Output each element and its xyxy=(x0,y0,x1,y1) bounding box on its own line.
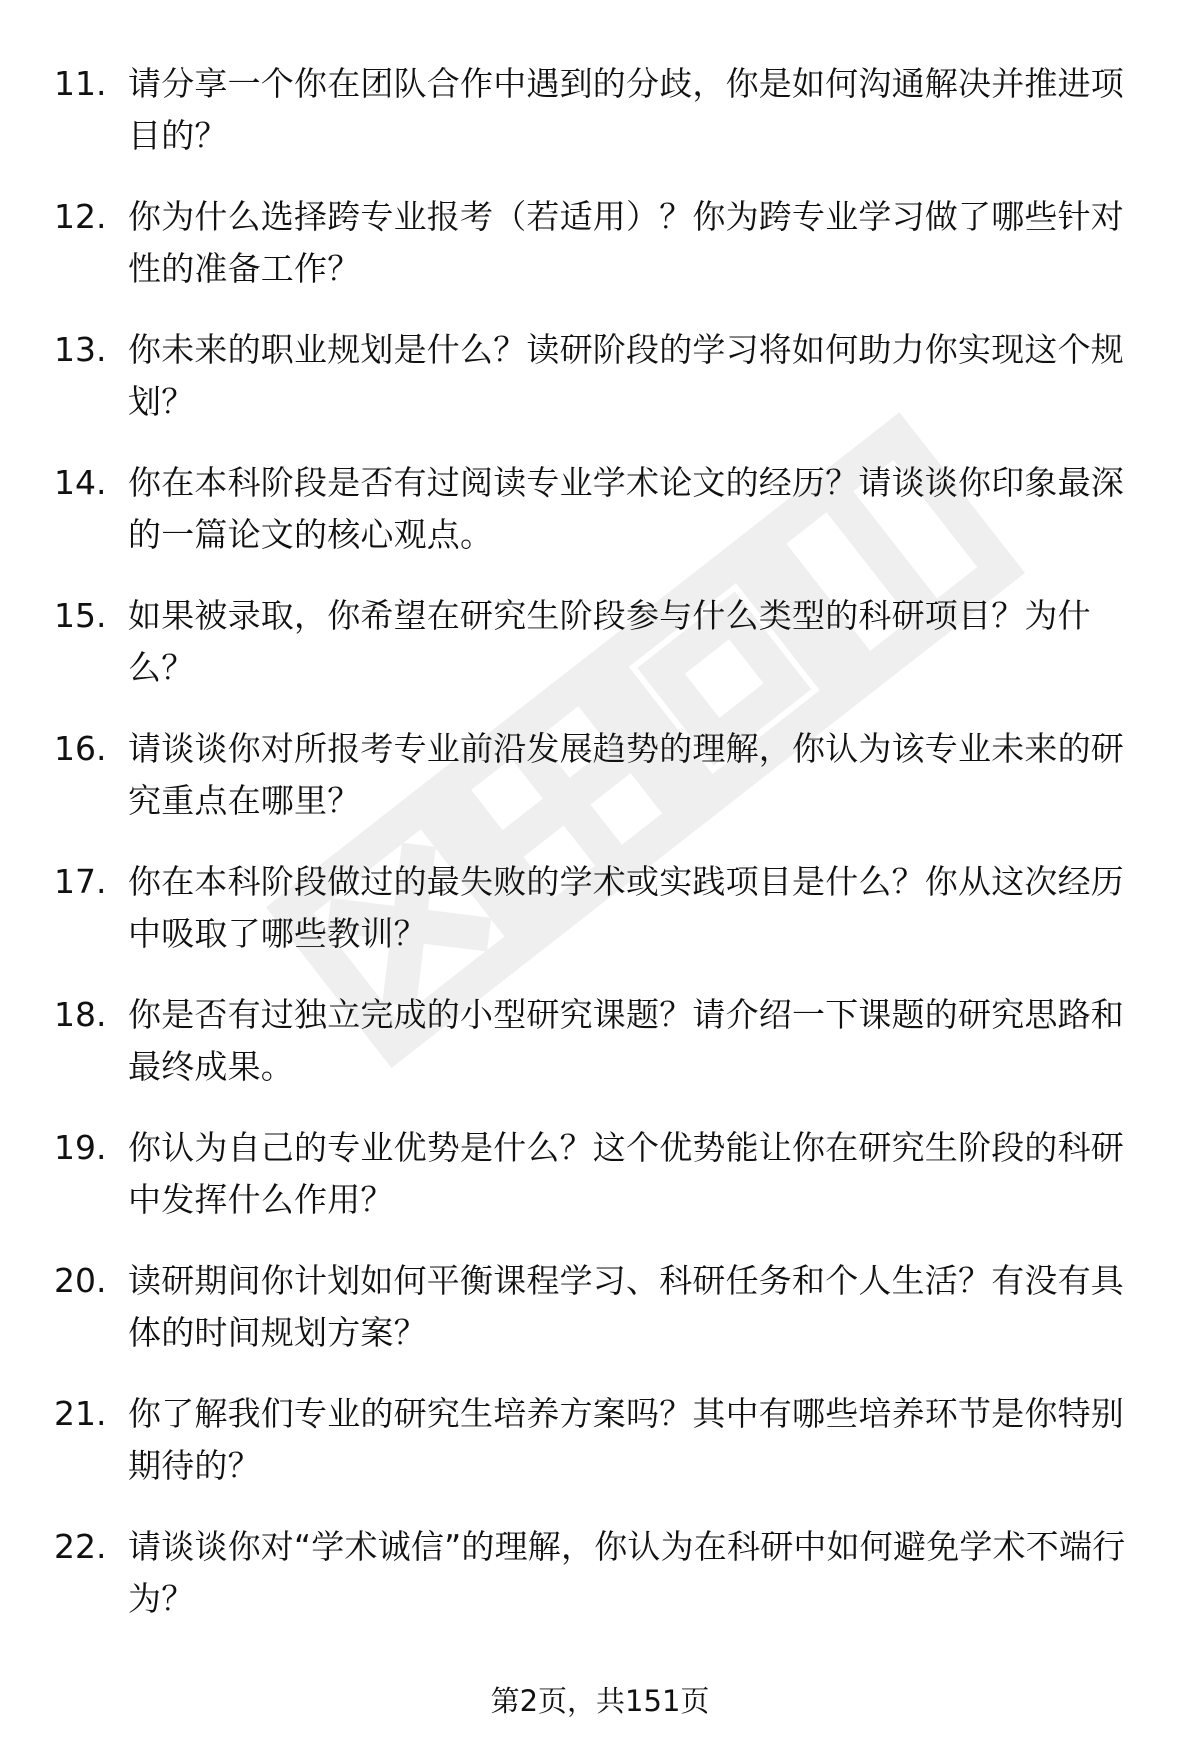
question-number: 14. xyxy=(54,463,107,502)
question-number: 19. xyxy=(54,1128,107,1167)
question-text: 请分享一个你在团队合作中遇到的分歧，你是如何沟通解决并推进项目的？ xyxy=(128,64,1124,155)
question-item xyxy=(0,58,1200,191)
question-text: 你在本科阶段是否有过阅读专业学术论文的经历？请谈谈你印象最深的一篇论文的核心观点。 xyxy=(128,463,1124,554)
question-item xyxy=(0,1521,1200,1654)
question-item xyxy=(0,989,1200,1122)
question-text: 你是否有过独立完成的小型研究课题？请介绍一下课题的研究思路和最终成果。 xyxy=(128,995,1124,1086)
question-item xyxy=(0,457,1200,590)
question-number: 21. xyxy=(54,1394,107,1433)
question-number: 12. xyxy=(54,197,107,236)
question-item xyxy=(0,1122,1200,1255)
question-text: 你在本科阶段做过的最失败的学术或实践项目是什么？你从这次经历中吸取了哪些教训？ xyxy=(128,862,1124,953)
question-text: 你为什么选择跨专业报考（若适用）？你为跨专业学习做了哪些针对性的准备工作？ xyxy=(128,197,1124,288)
question-list xyxy=(0,58,1200,1654)
question-number: 13. xyxy=(54,330,107,369)
question-number: 18. xyxy=(54,995,107,1034)
question-text: 读研期间你计划如何平衡课程学习、科研任务和个人生活？有没有具体的时间规划方案？ xyxy=(128,1261,1124,1352)
question-number: 17. xyxy=(54,862,107,901)
question-text: 如果被录取，你希望在研究生阶段参与什么类型的科研项目？为什么？ xyxy=(128,596,1091,687)
question-text: 你了解我们专业的研究生培养方案吗？其中有哪些培养环节是你特别期待的？ xyxy=(128,1394,1124,1485)
question-text: 请谈谈你对“学术诚信”的理解，你认为在科研中如何避免学术不端行为？ xyxy=(128,1527,1126,1618)
question-number: 20. xyxy=(54,1261,107,1300)
question-number: 22. xyxy=(54,1527,107,1566)
question-item xyxy=(0,1255,1200,1388)
question-number: 11. xyxy=(54,64,107,103)
question-item xyxy=(0,324,1200,457)
question-item xyxy=(0,856,1200,989)
question-item xyxy=(0,191,1200,324)
page-footer: 第2页，共151页 xyxy=(490,1684,710,1718)
question-number: 15. xyxy=(54,596,107,635)
question-number: 16. xyxy=(54,729,107,768)
question-item xyxy=(0,1388,1200,1521)
question-item xyxy=(0,590,1200,723)
question-text: 请谈谈你对所报考专业前沿发展趋势的理解，你认为该专业未来的研究重点在哪里？ xyxy=(128,729,1124,820)
question-item xyxy=(0,723,1200,856)
question-text: 你认为自己的专业优势是什么？这个优势能让你在研究生阶段的科研中发挥什么作用？ xyxy=(128,1128,1124,1219)
question-text: 你未来的职业规划是什么？读研阶段的学习将如何助力你实现这个规划？ xyxy=(128,330,1124,421)
